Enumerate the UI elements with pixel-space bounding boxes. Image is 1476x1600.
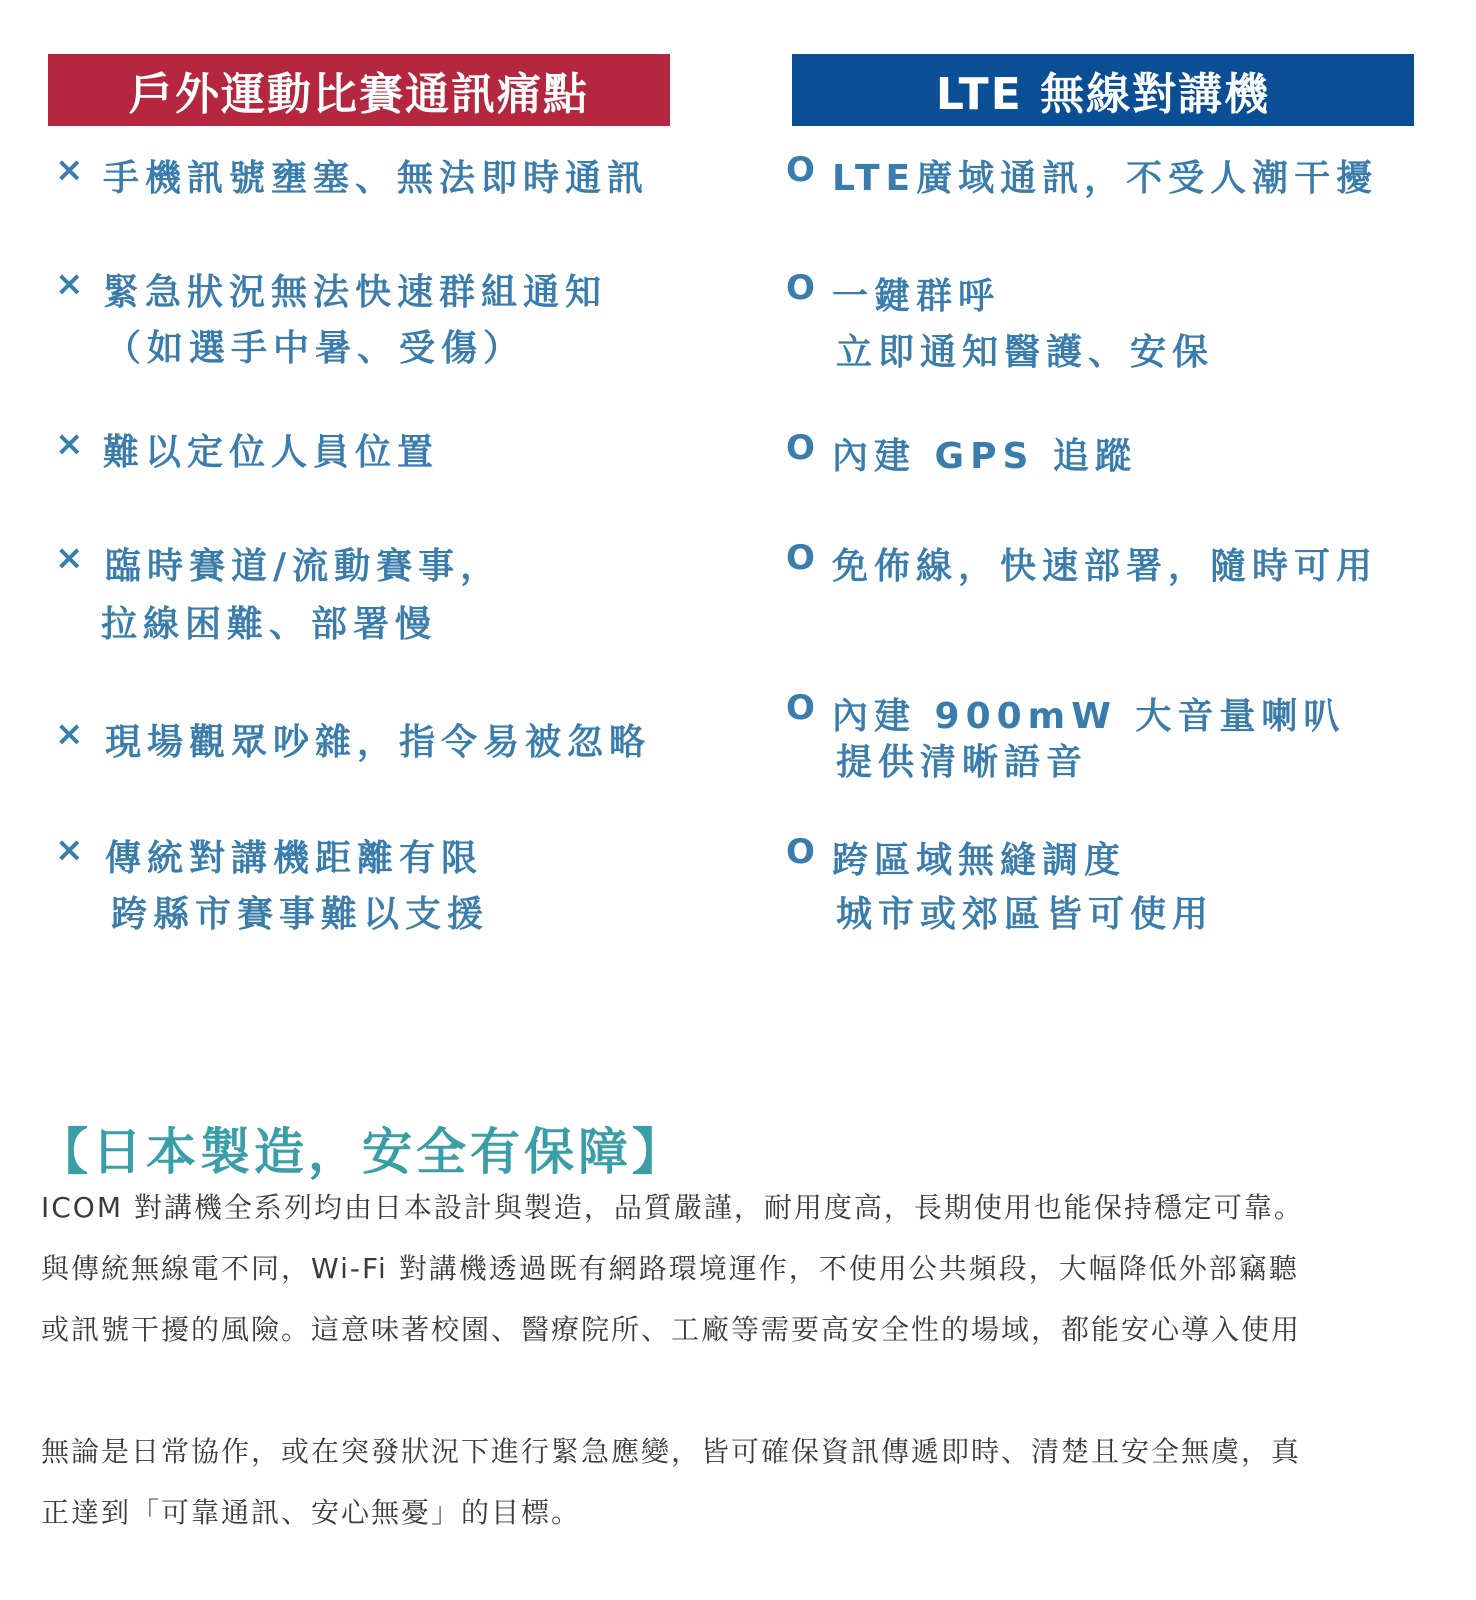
solution-text: 免佈線，快速部署，隨時可用 bbox=[832, 546, 1379, 587]
cross-icon: × bbox=[55, 714, 84, 754]
solution-item bbox=[786, 428, 1446, 478]
pain-point-subtext: （如選手中暑、受傷） bbox=[105, 328, 526, 369]
solution-text: 一鍵群呼 bbox=[832, 276, 1001, 317]
paragraph-line: ICOM 對講機全系列均由日本設計與製造，品質嚴謹，耐用度高，長期使用也能保持穩定可靠。 bbox=[41, 1191, 1304, 1224]
pain-point-text: 臨時賽道/流動賽事， bbox=[105, 546, 503, 587]
circle-check-icon: O bbox=[786, 428, 815, 468]
solution-item bbox=[786, 832, 1446, 942]
solution-item bbox=[786, 268, 1446, 378]
solution-text: 內建 900mW 大音量喇叭 bbox=[832, 696, 1346, 737]
cross-icon: × bbox=[55, 150, 84, 190]
solution-text: LTE廣域通訊，不受人潮干擾 bbox=[832, 158, 1379, 199]
solution-subtext: 立即通知醫護、安保 bbox=[836, 332, 1215, 373]
pain-point-text: 傳統對講機距離有限 bbox=[105, 838, 484, 879]
solution-subtext: 城市或郊區皆可使用 bbox=[836, 894, 1215, 935]
pain-point-text: 緊急狀況無法快速群組通知 bbox=[103, 272, 608, 313]
solution-item bbox=[786, 150, 1446, 200]
circle-check-icon: O bbox=[786, 538, 815, 578]
pain-point-text: 手機訊號壅塞、無法即時通訊 bbox=[103, 158, 650, 199]
paragraph-line: 與傳統無線電不同，Wi-Fi 對講機透過既有網路環境運作，不使用公共頻段，大幅降低外部竊聽 bbox=[41, 1252, 1299, 1285]
lte-radio-header: LTE 無線對講機 bbox=[792, 54, 1414, 126]
pain-point-subtext: 跨縣市賽事難以支援 bbox=[111, 894, 490, 935]
solution-text: 內建 GPS 追蹤 bbox=[832, 436, 1137, 477]
solution-item bbox=[786, 688, 1446, 798]
pain-point-item bbox=[55, 424, 695, 474]
solution-subtext: 提供清晰語音 bbox=[836, 742, 1089, 783]
paragraph-line: 正達到「可靠通訊、安心無憂」的目標。 bbox=[41, 1496, 582, 1529]
circle-check-icon: O bbox=[786, 268, 815, 308]
solution-text: 跨區域無縫調度 bbox=[832, 840, 1127, 881]
paragraph-line: 或訊號干擾的風險。這意味著校園、醫療院所、工廠等需要高安全性的場域，都能安心導入使用 bbox=[41, 1313, 1302, 1346]
pain-point-item bbox=[55, 538, 695, 648]
circle-check-icon: O bbox=[786, 688, 815, 728]
cross-icon: × bbox=[55, 264, 84, 304]
circle-check-icon: O bbox=[786, 150, 815, 190]
pain-point-item bbox=[55, 150, 695, 200]
pain-point-item bbox=[55, 830, 695, 940]
cross-icon: × bbox=[55, 830, 84, 870]
section-title: 【日本製造，安全有保障】 bbox=[38, 1123, 686, 1181]
circle-check-icon: O bbox=[786, 832, 815, 872]
cross-icon: × bbox=[55, 424, 84, 464]
pain-points-header: 戶外運動比賽通訊痛點 bbox=[48, 54, 670, 126]
solution-item bbox=[786, 538, 1446, 588]
pain-point-item bbox=[55, 264, 695, 374]
cross-icon: × bbox=[55, 538, 84, 578]
pain-point-text: 現場觀眾吵雜，指令易被忽略 bbox=[105, 722, 652, 763]
pain-point-text: 難以定位人員位置 bbox=[103, 432, 440, 473]
paragraph-line: 無論是日常協作，或在突發狀況下進行緊急應變，皆可確保資訊傳遞即時、清楚且安全無虞，真 bbox=[41, 1435, 1302, 1468]
pain-point-subtext: 拉線困難、部署慢 bbox=[101, 604, 438, 645]
pain-point-item bbox=[55, 714, 695, 764]
